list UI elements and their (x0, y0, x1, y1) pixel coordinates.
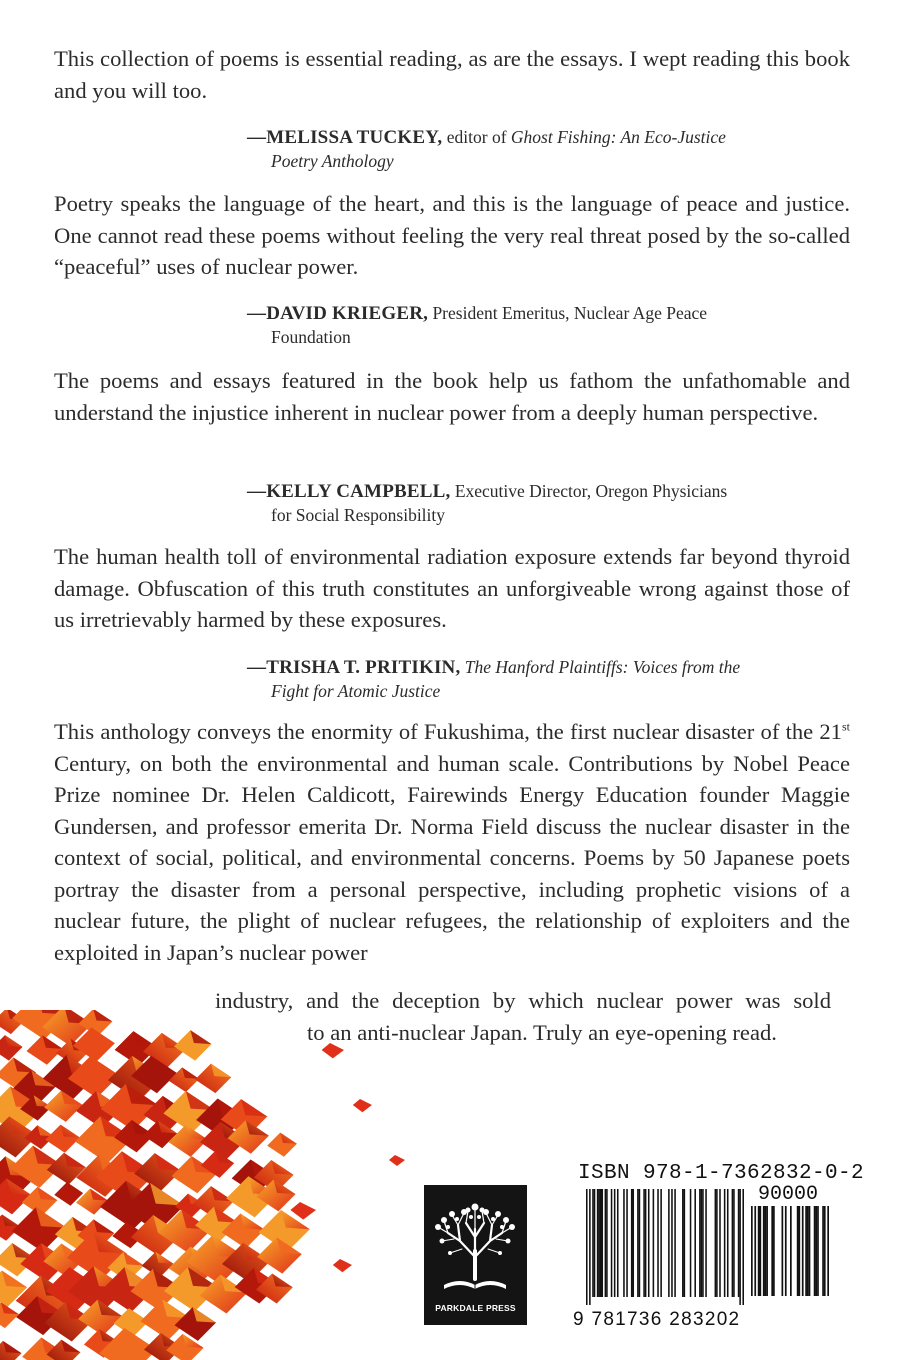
quote-3-text: The poems and essays featured in the book help us fathom the unfathomable and understand the injustice inherent in nuclear power from a deeply human perspective. (54, 368, 850, 425)
barcode-bar (802, 1206, 804, 1296)
barcode-bar (739, 1189, 741, 1305)
quote-1-book-title-cont: Poetry Anthology (271, 150, 394, 171)
barcode-bar (702, 1189, 704, 1297)
quote-4-text: The human health toll of environmental radiation exposure extends far beyond thyroid damage. Obfuscation of this truth constitutes an unforgiveable wrong against those of us irretrievably harmed by these exposures. (54, 544, 850, 632)
barcode-bar (809, 1206, 811, 1296)
barcode-bar (682, 1189, 684, 1297)
barcode-bar (639, 1189, 641, 1297)
barcode-bar (742, 1189, 744, 1305)
origami-bird (389, 1155, 405, 1166)
barcode-bar (637, 1189, 639, 1297)
barcode-bar (684, 1189, 686, 1297)
barcode-bar (798, 1206, 800, 1296)
description-line-b: to an anti-nuclear Japan. Truly an eye-opening read. (307, 1020, 777, 1045)
barcode-bar (597, 1189, 599, 1297)
tree-book-icon (424, 1193, 527, 1303)
quote-2-attribution (247, 302, 837, 348)
barcode-bar (626, 1189, 628, 1297)
barcode-bar (771, 1206, 773, 1296)
description-line-a: industry, and the deception by which nuclear power was sold (215, 988, 831, 1013)
barcode-bar (716, 1189, 718, 1297)
quote-2-role: President Emeritus, Nuclear Age Peace (428, 303, 708, 323)
barcode-bar (785, 1206, 787, 1296)
description-text: This anthology conveys the enormity of Fukushima, the first nuclear disaster of the 21st Century, on both the environmental and human scale. Contributions by Nobel Peace Prize nominee Dr. Helen Caldicott, Fairewinds Energy Education founder Maggie Gundersen, and professor emerita Dr. Norma Field discuss the nuclear disaster in the context of social, political, and environmental concerns. Poems by 50 Japanese poets portray the disaster from a personal perspective, including prophetic visions of a nuclear future, the plight of nuclear refugees, the relationship of exploiters and the exploited in Japan’s nuclear power (54, 719, 850, 965)
barcode-bar (782, 1206, 784, 1296)
quote-1-book-title: Ghost Fishing: An Eco-Justice (510, 127, 726, 147)
quote-3-role-cont: for Social Responsibility (271, 504, 446, 525)
barcode-bar (705, 1189, 707, 1297)
barcode-bar (614, 1189, 616, 1297)
barcode-bar (690, 1189, 692, 1297)
barcode-bar (611, 1189, 613, 1297)
barcode-bar (724, 1189, 726, 1297)
publisher-logo (424, 1185, 527, 1325)
barcode-bar (817, 1206, 819, 1296)
barcode-bar (822, 1206, 824, 1296)
publisher-name: PARKDALE PRESS (435, 1303, 516, 1313)
isbn-barcode (586, 1189, 746, 1309)
barcode-bar (827, 1206, 829, 1296)
origami-bird (290, 1202, 316, 1220)
barcode-bar (605, 1189, 607, 1297)
quote-4-book-title: The Hanford Plaintiffs: Voices from the (460, 657, 741, 677)
isbn-label: ISBN 978-1-7362832-0-2 (578, 1162, 865, 1185)
barcode-bar (814, 1206, 816, 1296)
barcode-bar (671, 1189, 673, 1297)
isbn-addon-label: 90000 (758, 1183, 819, 1206)
barcode-bar (694, 1189, 696, 1297)
barcode-bar (765, 1206, 767, 1296)
barcode-bar (600, 1189, 602, 1297)
barcode-bar (805, 1206, 807, 1296)
barcode-bar (631, 1189, 633, 1297)
barcode-bar (733, 1189, 735, 1297)
barcode-bar (738, 1189, 740, 1297)
barcode-bar (751, 1206, 753, 1296)
barcode-bar (586, 1189, 588, 1305)
barcode-bar (674, 1189, 676, 1297)
barcode-bar (645, 1189, 647, 1297)
origami-birds-illustration (0, 1010, 420, 1360)
quote-2-name: —DAVID KRIEGER, (247, 303, 429, 324)
quote-1-text: This collection of poems is essential reading, as are the essays. I wept reading this book and you will too. (54, 46, 850, 103)
quote-1-name: —MELISSA TUCKEY, (247, 127, 443, 148)
quote-2-role-cont: Foundation (271, 326, 351, 347)
barcode-bar (715, 1189, 717, 1297)
barcode-bar (727, 1189, 729, 1297)
barcode-bar (790, 1206, 792, 1296)
isbn-addon-barcode (751, 1206, 831, 1306)
barcode-bar (589, 1189, 591, 1305)
barcode-bar (699, 1189, 701, 1297)
barcode-bar (815, 1206, 817, 1296)
quote-2-text: Poetry speaks the language of the heart, and this is the language of peace and justice. One cannot read these poems without feeling the very real threat posed by the so-called “peaceful” uses of nuclear power. (54, 191, 850, 279)
barcode-bar (643, 1189, 645, 1297)
origami-bird (353, 1099, 372, 1112)
barcode-bar (657, 1189, 659, 1297)
quote-3-name: —KELLY CAMPBELL, (247, 481, 451, 502)
barcode-bar (701, 1189, 703, 1297)
barcode-bar (732, 1189, 734, 1297)
barcode-bar (594, 1189, 596, 1297)
barcode-digits: 9 781736 283202 (573, 1309, 741, 1330)
quote-4-attribution (247, 656, 837, 702)
origami-bird (0, 1035, 23, 1060)
barcode-bar (623, 1189, 625, 1297)
quote-3-role: Executive Director, Oregon Physicians (450, 481, 728, 501)
barcode-bar (617, 1189, 619, 1297)
barcode-bar (759, 1206, 761, 1296)
barcode-bar (758, 1206, 760, 1296)
barcode-bar (824, 1206, 826, 1296)
barcode-bar (807, 1206, 809, 1296)
quote-3-attribution (247, 480, 837, 526)
barcode-bar (773, 1206, 775, 1296)
quote-1-role: editor of (442, 127, 511, 147)
barcode-bar (660, 1189, 662, 1297)
barcode-bar (653, 1189, 655, 1297)
barcode-bar (766, 1206, 768, 1296)
superscript: st (841, 719, 850, 734)
quote-1-attribution (247, 126, 837, 172)
barcode-bar (632, 1189, 634, 1297)
barcode-bar (797, 1206, 799, 1296)
origami-bird (333, 1259, 352, 1272)
barcode-bar (648, 1189, 650, 1297)
barcode-bar (754, 1206, 756, 1296)
barcode-bar (719, 1189, 721, 1297)
barcode-bar (592, 1189, 594, 1297)
barcode-bar (668, 1189, 670, 1297)
quote-4-name: —TRISHA T. PRITIKIN, (247, 657, 461, 678)
origami-bird (322, 1043, 344, 1058)
barcode-bar (763, 1206, 765, 1296)
barcode-bar (601, 1189, 603, 1297)
barcode-bar (606, 1189, 608, 1297)
barcode-bar (598, 1189, 600, 1297)
quote-4-book-title-cont: Fight for Atomic Justice (271, 680, 441, 701)
